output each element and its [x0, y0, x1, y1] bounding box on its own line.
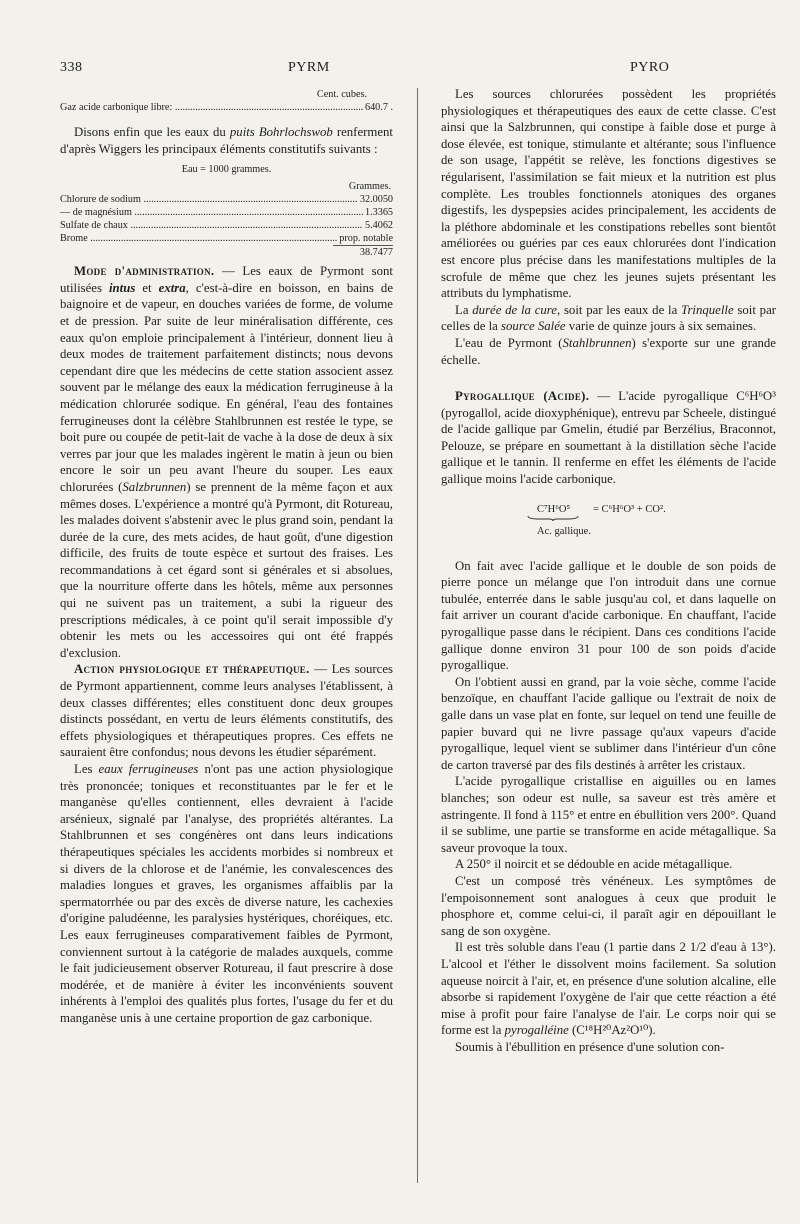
page-number: 338	[60, 60, 83, 75]
gas-unit: Cent. cubes.	[316, 89, 367, 100]
paragraph-ferrugineuses	[60, 761, 393, 1027]
paragraph-preparation	[441, 558, 776, 674]
table-row	[60, 219, 393, 232]
table-unit: Grammes.	[348, 181, 391, 193]
paragraph-action	[60, 661, 393, 761]
running-title-left: PYRM	[288, 60, 330, 75]
paragraph-toxicite	[441, 873, 776, 939]
text-run: ) s'exporte sur une grande échelle.	[441, 335, 776, 367]
paragraph-ebullition	[441, 1039, 776, 1056]
paragraph-duree-cure	[441, 302, 776, 335]
text-run: Les sources chlorurées possèdent les propriétés physiologiques et thérapeutiques des eaux de cette classe. C'est ainsi que la Salzbrunnen, qui constipe à faible dose et purge à dose élevée, est tonique, stimulante et altérante; sous l'influence de son usage, l'appétit se relève, les fonctions digestives se régularisent, l'assimilation se fait mieux et la nutrition est plus complète. Les troubles fonctionnels atoniques des organes digestifs, les dyspepsies acides principalement, les accidents de la pléthore abdominale et les constipations rebelles sont bientôt améliorées ou guéries par ces eaux chlorurées dont l'indication est encore plus précise dans les manifestations multiples de la scrofule de même que chez les jeunes sujets présentant les attributs du lymphatisme.	[441, 87, 776, 301]
brace-icon	[527, 515, 579, 521]
paragraph-proprietes	[441, 773, 776, 856]
running-title-right: PYRO	[630, 60, 670, 75]
text-run: On l'obtient aussi en grand, par la voie sèche, comme l'acide benzoïque, en chauffant l'acide gallique ou l'extrait de noix de galle dans un vase plat en fonte, sur lequel on tend une feuille de papier buvard qui ne livre passage qu'aux vapeurs d'acide pyrogallique, lequel vient se sublimer dans l'intérieur d'un cône de carton traversé par des fils destinés à arrêter les cristaux.	[441, 674, 776, 772]
text-run: renferment d'après Wiggers les principaux éléments constitutifs suivants :	[60, 125, 393, 156]
text-run: varie de quinze jours à six semaines.	[565, 319, 757, 334]
text-run: Les	[74, 762, 99, 776]
text-run: source Salée	[501, 319, 566, 334]
text-run: C'est un composé très vénéneux. Les symptômes de l'empoisonnement sont analogues à ceux que produit le phosphore et, comme celui-ci, il paraît agir en dépouillant le sang de son oxygène.	[441, 873, 776, 938]
table-caption: Eau = 1000 grammes.	[181, 164, 272, 176]
text-run: pyrogalléine	[504, 1023, 569, 1038]
gas-row	[60, 101, 393, 114]
paragraph-intro	[60, 124, 393, 157]
left-column	[60, 86, 393, 1027]
table-row-value: 1.3365	[364, 207, 393, 219]
text-run: L'eau de Pyrmont (	[455, 335, 563, 350]
paragraph-mode-administration	[60, 263, 393, 661]
text-run: Soumis à l'ébullition en présence d'une solution con-	[455, 1039, 725, 1054]
text-run: Trinquelle	[681, 302, 734, 317]
text-run: , c'est-à-dire en boisson, en bains de baignoire et de vapeur, en douches variées de forme, de volume et de pression. Par suite de leur minéralisation différente, ces eaux qu'on emploie principalement à l'intérieur, donnent lieu à deux modes de traitement parfaitement distincts; nous devons cependant dire que les médecins de cette station associent assez souvent par le mélange des eaux la médication ferrugineuse à la médication chlorurée sodique. En général, l'eau des fontaines ferrugineuses dont la célèbre Stahlbrunnen est restée le type, se boit pure ou coupée de petit-lait de vache à la dose de deux à six verres par jour que les malades ingèrent le matin à jeun ou bien encore le soir un peu avant l'heure du souper. Les eaux chlorurées (	[60, 280, 394, 494]
text-run: Stahlbrunnen	[562, 335, 632, 350]
paragraph-obtention	[441, 674, 776, 774]
formula-lhs: C⁷H⁶O⁵	[537, 503, 571, 515]
table-row	[60, 232, 393, 245]
table-row-value: 5.4062	[364, 220, 393, 232]
gas-measure	[60, 88, 393, 114]
chemical-formula	[441, 502, 776, 538]
section-heading: Mode d'administration.	[74, 264, 215, 279]
text-run: Salzbrunnen	[122, 479, 187, 494]
text-run: L'acide pyrogallique cristallise en aiguilles ou en lames blanches; son odeur est nulle, sa saveur est très amère et astringente. Il fond à 115° et entre en ébullition vers 200°. Quand il se sublime, une partie se transforme en acide métagallique. Sa saveur provoque la toux.	[441, 774, 776, 855]
text-run: soit par celles de la	[441, 302, 777, 334]
paragraph-chlorurees	[441, 86, 776, 302]
column-divider	[417, 88, 418, 1183]
text-run: On fait avec l'acide gallique et le double de son poids de pierre ponce un mélange que l'on introduit dans une cornue tubulée, enterrée dans le sable jusqu'au col, et dans laquelle on fait arriver un courant d'acide carbonique. En chauffant, l'acide pyrogallique passe dans le récipient. Dans ces conditions l'acide gallique donne environ 31 pour 100 de son poids d'acide pyrogallique.	[441, 558, 776, 673]
text-run: ) se prennent de la même façon et aux mêmes doses. L'expérience a montré qu'à Pyrmont, dit Rotureau, les malades doivent s'abstenir avec le plus grand soin, pendant la durée de la cure, des mets acides, de haut goût, d'une digestion difficile, des fruits de toute espèce et surtout des fraises. Les recommandations à cet égard sont si générales et si absolues, que la nourriture offerte dans les hôtels, même aux personnes qui ne suivent pas un traitement, a subi la rigueur des prescriptions médicales, à ce point qu'il serait impossible d'y obtenir les mets ou les accessoires qui ont été frappés d'exclusion.	[60, 479, 393, 660]
paragraph-exportation	[441, 335, 776, 368]
text-run: — Les eaux de Pyrmont sont utilisées	[60, 264, 393, 295]
table-total: 38.7477	[333, 245, 393, 259]
text-run: , soit par les eaux de la	[556, 302, 682, 317]
paragraph-250	[441, 856, 776, 873]
right-column	[441, 86, 776, 1055]
text-run: (C¹⁸H²⁰Az²O¹⁰).	[568, 1023, 656, 1038]
section-heading: Pyrogallique (Acide).	[455, 389, 590, 404]
gas-value: 640.7 .	[364, 102, 393, 113]
text-run: n'ont pas une action physiologique très prononcée; toniques et reconstituantes par le fer et le manganèse qu'elles contiennent, elles devraient à l'acide arsénieux, signalé par l'analyse, des propriétés altérantes. La Stahlbrunnen et ses congénères ont dans leurs indications thérapeutiques spéciales les accidents morbides si nombreux et si divers de la chlorose et de l'anémie, les convalescences des maladies longues et graves, les organismes affaiblis par la spermatorrhée ou par des excès de diverse nature, les cachexies d'origine paludéenne, les paralysies hystériques, choréiques, etc. Les eaux ferrugineuses comparativement faibles de Pyrmont, conviennent surtout à la catégorie de malades auxquels, comme le fait judicieusement observer Rotureau, il faut prescrire à dose modérée, et de manière à éviter les inconvénients souvent inhérents à l'emploi des qualités plus fortes, l'usage du fer et du manganèse unis à une certaine proportion de gaz carbonique.	[60, 762, 393, 1025]
text-run: Il est très soluble dans l'eau (1 partie dans 2 1/2 d'eau à 13°). L'alcool et l'éther le dissolvent moins facilement. Sa solution aqueuse noircit à l'air, et, en présence d'une solution alcaline, elle absorbe si rapidement l'oxygène de l'air que cette réaction a été mise à profit pour faire l'analyse de l'air. Le corps noir qui se forme est la	[441, 940, 776, 1038]
text-run: Disons enfin que les eaux du	[74, 125, 230, 139]
table-row-label: Chlorure de sodium .....	[60, 193, 358, 206]
table-row-value: 32.0050	[359, 194, 393, 206]
table-row-label: Sulfate de chaux .....	[60, 219, 363, 232]
text-run: — L'acide pyrogallique C⁶H⁶O³ (pyrogallol, acide dioxyphénique), entrevu par Scheele, distingué de l'acide gallique par Gmelin, étudié par Berzélius, Braconnot, Pelouze, se prépare en soumettant à la distillation sèche l'acide gallique et le tannin. Il renferme en effet les éléments de l'acide gallique moins l'acide carbonique.	[441, 389, 776, 487]
table-row	[60, 206, 393, 219]
table-row	[60, 193, 393, 206]
composition-table	[60, 163, 393, 259]
text-run: La	[455, 302, 473, 317]
entry-pyrogallique	[441, 388, 776, 488]
text-run: A 250° il noircit et se dédouble en acide métagallique.	[455, 857, 733, 872]
page-header	[60, 56, 750, 80]
paragraph-solubilite	[441, 939, 776, 1039]
text-run: eaux ferrugineuses	[98, 762, 199, 776]
table-row-value: prop. notable	[339, 233, 393, 245]
table-row-label: Brome .....	[60, 232, 337, 245]
text-run: et	[135, 280, 159, 295]
text-run: durée de la cure	[472, 302, 557, 317]
text-run: — Les sources de Pyrmont appartiennent, comme leurs analyses l'établissent, à deux classes différentes; elles constituent donc deux groupes distincts possédant, en vertu de leurs éléments constitutifs, des effets physiologiques et thérapeutiques propres. Ces effets ne sauraient être confondus; nous devons les étudier séparément.	[60, 662, 394, 760]
formula-label: Ac. gallique.	[537, 525, 591, 537]
text-run: extra	[158, 280, 186, 295]
section-heading: Action physiologique et thérapeutique.	[74, 662, 310, 677]
formula-rhs: = C⁶H⁶O³ + CO².	[593, 503, 666, 515]
table-row-label: — de magnésium .....	[60, 206, 363, 219]
text-run: intus	[109, 280, 136, 295]
gas-label: Gaz acide carbonique libre: .....	[60, 101, 363, 114]
text-run: puits Bohrlochswob	[229, 125, 333, 139]
